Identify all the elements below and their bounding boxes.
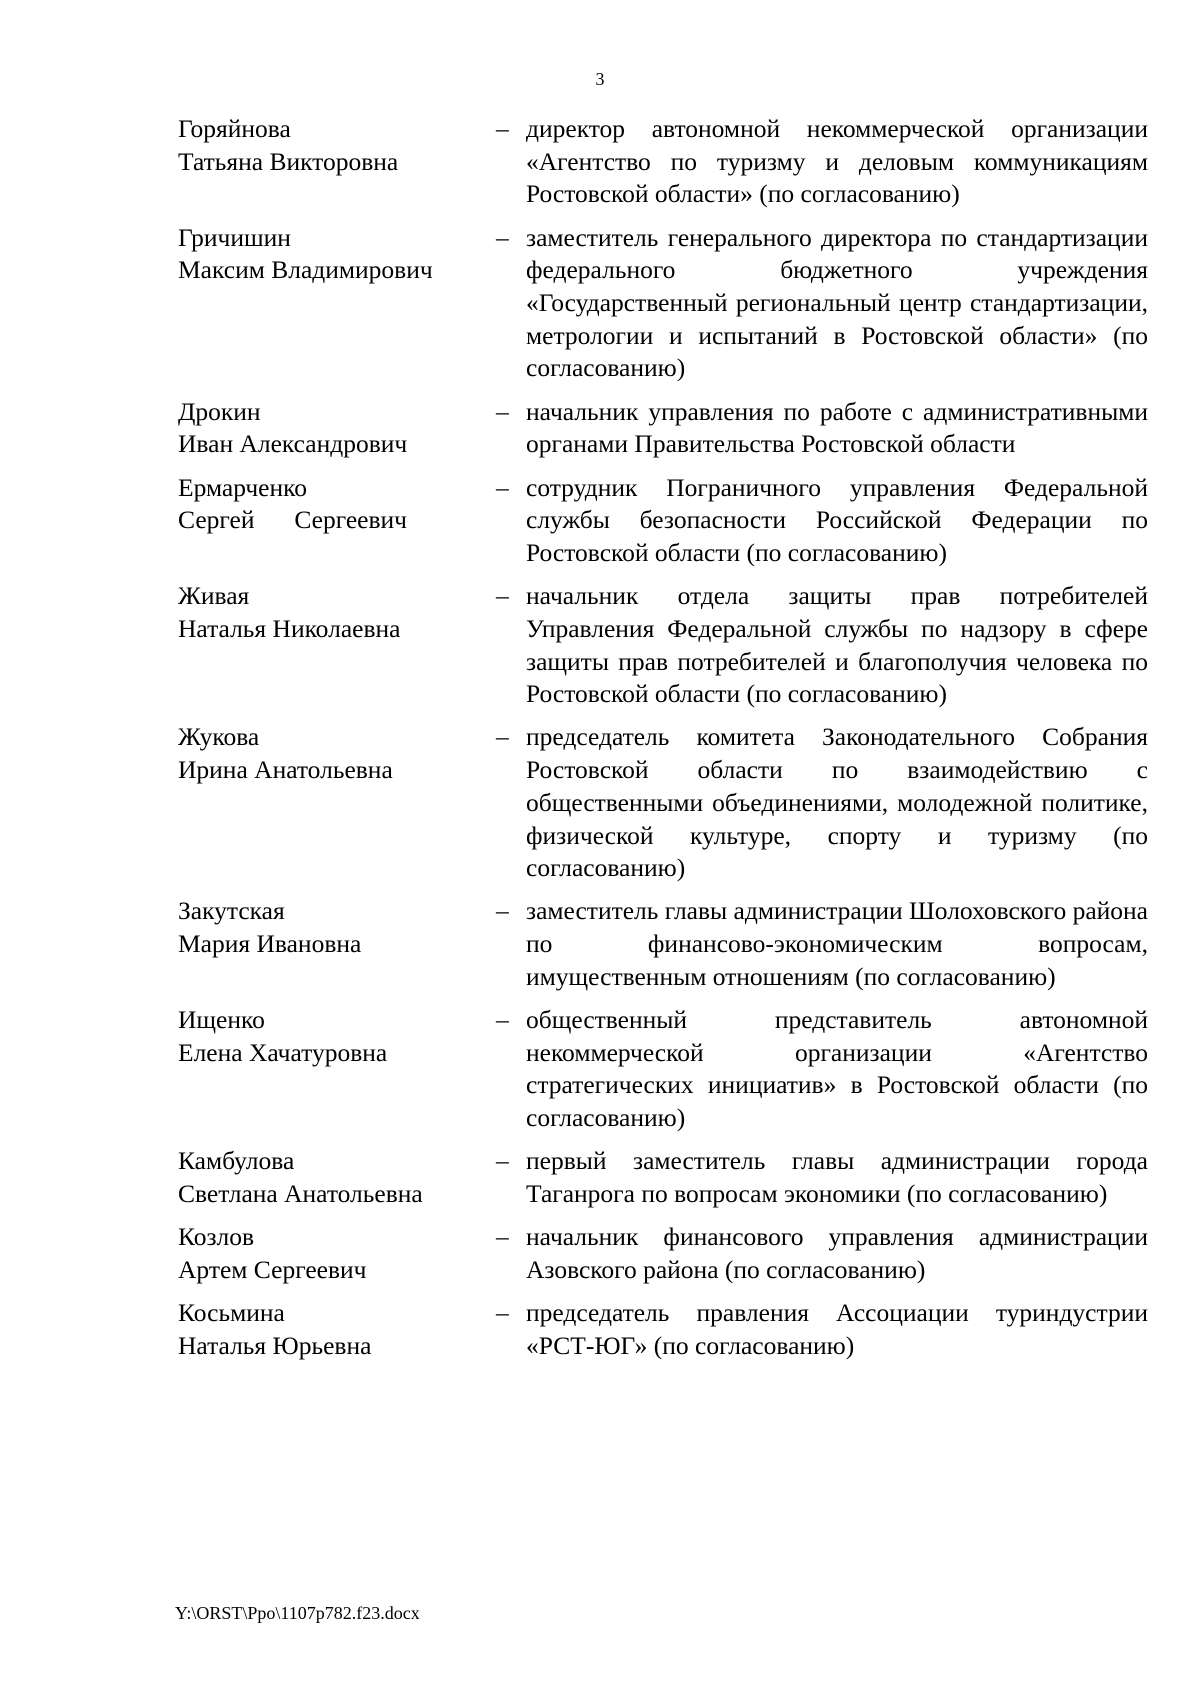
- member-position: общественный представитель автономной некоммерческой организации «Агентство стратегических инициатив» в Ростовской области (по согласованию): [526, 1005, 1148, 1133]
- member-given-name: Иван Александрович: [178, 429, 408, 459]
- member-surname: Жукова: [178, 722, 260, 752]
- member-entry: [178, 113, 1148, 211]
- member-surname: Гричишин: [178, 222, 291, 252]
- member-given-name: [178, 504, 407, 537]
- member-entry: [178, 721, 1148, 885]
- member-position: первый заместитель главы администрации города Таганрога по вопросам экономики (по согласованию): [526, 1146, 1148, 1209]
- dash-separator: –: [496, 396, 509, 426]
- member-name: [178, 222, 496, 386]
- member-entry: [178, 1145, 1148, 1210]
- dash-separator: –: [496, 1222, 509, 1252]
- member-given-name: Артем Сергеевич: [178, 1255, 367, 1284]
- member-position: начальник финансового управления администрации Азовского района (по согласованию): [526, 1222, 1148, 1284]
- member-surname: Закутская: [178, 896, 285, 926]
- member-entry: [178, 472, 1148, 570]
- member-name: [178, 895, 496, 993]
- member-given-name: Елена Хачатуровна: [178, 1037, 388, 1067]
- member-name: [178, 472, 496, 570]
- member-given-name: Мария Ивановна: [178, 929, 362, 959]
- member-position: председатель комитета Законодательного Собрания Ростовской области по взаимодействию с общественными объединениями, молодежной политике, физической культуре, спорту и туризму (по согласованию): [526, 722, 1148, 883]
- member-surname: Ермарченко: [178, 472, 307, 502]
- member-entry: [178, 1004, 1148, 1135]
- member-given-name: Татьяна Викторовна: [178, 146, 399, 176]
- member-name: [178, 113, 496, 211]
- dash-separator: –: [496, 222, 509, 252]
- member-position: начальник отдела защиты прав потребителей Управления Федеральной службы по надзору в сфере защиты прав потребителей и благополучия человека по Ростовской области (по согласованию): [526, 581, 1148, 709]
- member-position: председатель правления Ассоциации туриндустрии «РСТ-ЮГ» (по согласованию): [526, 1298, 1148, 1360]
- member-name: [178, 721, 496, 885]
- member-position: заместитель главы администрации Шолоховского района по финансово-экономическим вопросам, имущественным отношениям (по согласованию): [526, 896, 1148, 991]
- dash-separator: –: [496, 896, 509, 926]
- member-given-name: Ирина Анатольевна: [178, 755, 393, 785]
- member-name: [178, 1004, 496, 1135]
- member-given-name: Наталья Николаевна: [178, 613, 401, 643]
- member-entry: [178, 580, 1148, 711]
- dash-separator: –: [496, 1298, 509, 1328]
- member-entry: [178, 396, 1148, 461]
- member-surname: Горяйнова: [178, 114, 291, 143]
- member-position: начальник управления по работе с административными органами Правительства Ростовской области: [526, 396, 1148, 459]
- dash-separator: –: [496, 114, 509, 143]
- dash-separator: –: [496, 472, 509, 502]
- member-surname: Козлов: [178, 1222, 255, 1252]
- member-entry: [178, 222, 1148, 386]
- member-name: [178, 1297, 496, 1362]
- member-surname: Косьмина: [178, 1298, 285, 1328]
- dash-separator: –: [496, 581, 509, 611]
- member-position: директор автономной некоммерческой организации «Агентство по туризму и деловым коммуникациям Ростовской области» (по согласованию): [526, 114, 1148, 209]
- member-entry: [178, 1297, 1148, 1362]
- member-surname: Живая: [178, 581, 250, 611]
- member-name: [178, 1145, 496, 1210]
- dash-separator: –: [496, 722, 509, 752]
- member-list: [178, 113, 1148, 1373]
- member-position: сотрудник Пограничного управления Федеральной службы безопасности Российской Федерации по Ростовской области (по согласованию): [526, 472, 1148, 567]
- member-surname: Камбулова: [178, 1146, 295, 1176]
- member-given-name: Максим Владимирович: [178, 255, 433, 285]
- member-name: [178, 1221, 496, 1286]
- member-position: заместитель генерального директора по стандартизации федерального бюджетного учреждения «Государственный региональный центр стандартизации, метрологии и испытаний в Ростовской области» (по согласованию): [526, 222, 1148, 383]
- file-path-footer: Y:\ORST\Ppo\1107p782.f23.docx: [175, 1603, 420, 1623]
- member-patronymic: Сергеевич: [294, 505, 407, 535]
- member-name: [178, 396, 496, 461]
- page-number: 3: [595, 69, 605, 89]
- member-surname: Ищенко: [178, 1005, 265, 1035]
- member-entry: [178, 895, 1148, 993]
- member-entry: [178, 1221, 1148, 1286]
- dash-separator: –: [496, 1005, 509, 1035]
- member-first-name: Сергей: [178, 505, 255, 535]
- member-given-name: Светлана Анатольевна: [178, 1179, 423, 1209]
- member-surname: Дрокин: [178, 396, 261, 426]
- member-given-name: Наталья Юрьевна: [178, 1330, 372, 1360]
- member-name: [178, 580, 496, 711]
- dash-separator: –: [496, 1146, 509, 1176]
